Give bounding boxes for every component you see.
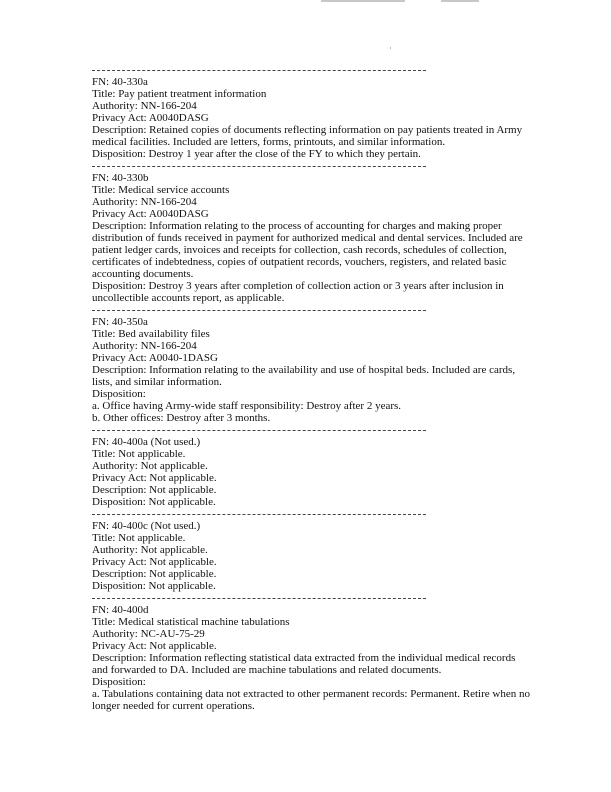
record-privacy-act: Privacy Act: Not applicable. — [92, 640, 217, 652]
record-title: Title: Not applicable. — [92, 532, 186, 544]
record-title: Title: Medical service accounts — [92, 184, 230, 196]
record-disposition-line: Disposition: — [92, 676, 146, 688]
record-disposition-line: b. Other offices: Destroy after 3 months. — [92, 412, 271, 424]
record-disposition-line: a. Tabulations containing data not extracted to other permanent records: Permanent. Retire when no — [92, 688, 530, 700]
record-description-line: Description: Not applicable. — [92, 484, 217, 496]
record-entry — [92, 64, 611, 160]
record-entry — [92, 160, 611, 304]
record-entry — [92, 592, 611, 712]
record-disposition-line: a. Office having Army-wide staff responsibility: Destroy after 2 years. — [92, 400, 402, 412]
file-number: FN: 40-400a (Not used.) — [92, 436, 201, 448]
record-description-line: and forwarded to DA. Included are machine tabulations and related documents. — [92, 664, 442, 676]
file-number: FN: 40-400c (Not used.) — [92, 520, 201, 532]
record-privacy-act: Privacy Act: Not applicable. — [92, 472, 217, 484]
record-disposition-line: Disposition: Destroy 1 year after the close of the FY to which they pertain. — [92, 148, 421, 160]
file-number: FN: 40-400d — [92, 604, 149, 616]
record-authority: Authority: NN-166-204 — [92, 100, 197, 112]
dashed-separator — [92, 64, 611, 76]
record-privacy-act: Privacy Act: A0040DASG — [92, 208, 209, 220]
scan-edge-mark — [441, 0, 479, 2]
dashed-separator — [92, 160, 611, 172]
record-disposition-line: longer needed for current operations. — [92, 700, 255, 712]
record-authority: Authority: NC-AU-75-29 — [92, 628, 205, 640]
file-number: FN: 40-330a — [92, 76, 148, 88]
record-entry — [92, 304, 611, 424]
dashed-separator — [92, 424, 611, 436]
records-schedule-page — [92, 64, 611, 712]
dashed-separator — [92, 304, 611, 316]
record-description-line: Description: Information relating to the process of accounting for charges and making proper — [92, 220, 502, 232]
record-authority: Authority: NN-166-204 — [92, 340, 197, 352]
record-privacy-act: Privacy Act: Not applicable. — [92, 556, 217, 568]
record-disposition-line: Disposition: Not applicable. — [92, 580, 216, 592]
record-disposition-line: Disposition: — [92, 388, 146, 400]
file-number: FN: 40-350a — [92, 316, 148, 328]
record-description-line: distribution of funds received in payment for authorized medical and dental services. Included are — [92, 232, 523, 244]
file-number: FN: 40-330b — [92, 172, 149, 184]
record-authority: Authority: Not applicable. — [92, 544, 208, 556]
record-description-line: lists, and similar information. — [92, 376, 222, 388]
record-description-line: Description: Not applicable. — [92, 568, 217, 580]
scan-edge-mark — [321, 0, 405, 2]
record-description-line: patient ledger cards, invoices and receipts for collection, cash records, schedules of collection, — [92, 244, 507, 256]
record-entry — [92, 424, 611, 508]
record-disposition-line: Disposition: Destroy 3 years after completion of collection action or 3 years after inclusion in — [92, 280, 504, 292]
record-privacy-act: Privacy Act: A0040DASG — [92, 112, 209, 124]
record-authority: Authority: Not applicable. — [92, 460, 208, 472]
record-title: Title: Bed availability files — [92, 328, 210, 340]
record-title: Title: Medical statistical machine tabulations — [92, 616, 290, 628]
record-title: Title: Pay patient treatment information — [92, 88, 267, 100]
record-privacy-act: Privacy Act: A0040-1DASG — [92, 352, 218, 364]
record-description-line: Description: Information relating to the availability and use of hospital beds. Included are cards, — [92, 364, 516, 376]
record-authority: Authority: NN-166-204 — [92, 196, 197, 208]
record-description-line: certificates of indebtedness, copies of outpatient records, vouchers, registers, and related basic — [92, 256, 507, 268]
scan-speck — [390, 47, 391, 49]
record-description-line: Description: Retained copies of documents reflecting information on pay patients treated in Army — [92, 124, 523, 136]
record-entry — [92, 508, 611, 592]
record-description-line: accounting documents. — [92, 268, 194, 280]
record-description-line: medical facilities. Included are letters, forms, printouts, and similar information. — [92, 136, 446, 148]
record-disposition-line: uncollectible accounts report, as applicable. — [92, 292, 285, 304]
record-disposition-line: Disposition: Not applicable. — [92, 496, 216, 508]
dashed-separator — [92, 592, 611, 604]
dashed-separator — [92, 508, 611, 520]
record-title: Title: Not applicable. — [92, 448, 186, 460]
record-description-line: Description: Information reflecting statistical data extracted from the individual medical records — [92, 652, 516, 664]
